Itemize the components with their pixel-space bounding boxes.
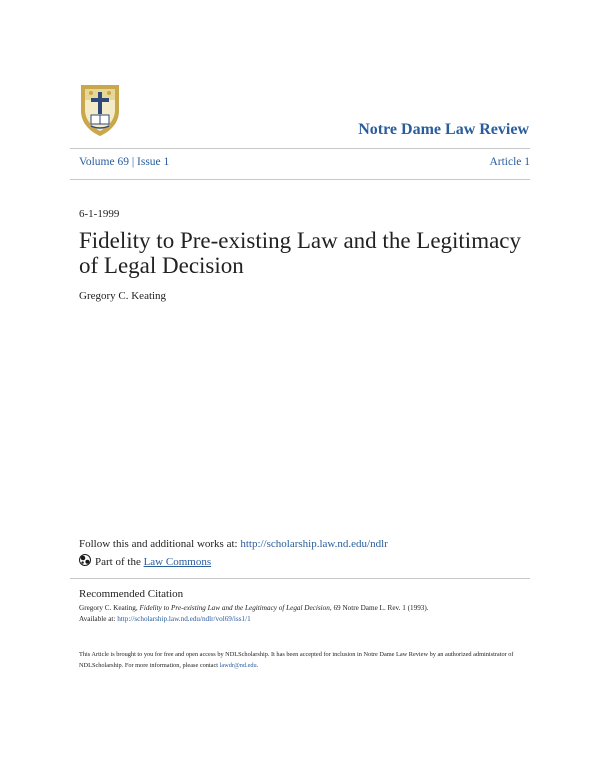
network-commons-icon bbox=[79, 554, 91, 569]
citation-rest: , 69 Notre Dame L. Rev. 1 (1993). bbox=[329, 604, 429, 612]
available-text: Available at: bbox=[79, 615, 118, 623]
header-rule-bottom bbox=[70, 179, 530, 180]
publication-date: 6-1-1999 bbox=[79, 208, 120, 220]
notice-end: . bbox=[256, 662, 259, 669]
law-commons-link[interactable]: Law Commons bbox=[143, 555, 212, 568]
volume-issue-separator: | bbox=[128, 156, 138, 168]
notre-dame-shield-icon bbox=[79, 83, 121, 137]
volume-issue bbox=[79, 156, 169, 168]
available-link[interactable]: http://scholarship.law.nd.edu/ndlr/vol69/iss1/1 bbox=[117, 615, 251, 623]
issue-link[interactable]: Issue 1 bbox=[137, 156, 170, 168]
part-of-line bbox=[79, 554, 211, 569]
access-notice bbox=[79, 649, 529, 671]
recommended-citation-heading: Recommended Citation bbox=[79, 588, 184, 600]
citation-block bbox=[79, 603, 529, 625]
follow-text: Follow this and additional works at: bbox=[79, 538, 241, 550]
citation-title: Fidelity to Pre-existing Law and the Legitimacy of Legal Decision bbox=[139, 604, 330, 612]
article-author: Gregory C. Keating bbox=[79, 290, 167, 302]
part-of-text: Part of the bbox=[95, 555, 144, 568]
journal-title[interactable]: Notre Dame Law Review bbox=[358, 121, 529, 138]
citation-author: Gregory C. Keating, bbox=[79, 604, 140, 612]
follow-link[interactable]: http://scholarship.law.nd.edu/ndlr bbox=[240, 538, 388, 550]
article-number-link[interactable]: Article 1 bbox=[489, 156, 530, 168]
citation-rule bbox=[70, 578, 530, 579]
follow-line bbox=[79, 538, 388, 550]
notice-email-link[interactable]: lawdr@nd.edu bbox=[219, 662, 257, 669]
volume-link[interactable]: Volume 69 bbox=[79, 156, 129, 168]
notice-text: This Article is brought to you for free and open access by NDLScholarship. It has been accepted for inclusion in Notre Dame Law Review by an authorized administrator of NDLScholarship. For more information, please contact bbox=[79, 651, 514, 669]
article-title: Fidelity to Pre-existing Law and the Legitimacy of Legal Decision bbox=[79, 228, 522, 278]
header-rule-top bbox=[70, 148, 530, 149]
